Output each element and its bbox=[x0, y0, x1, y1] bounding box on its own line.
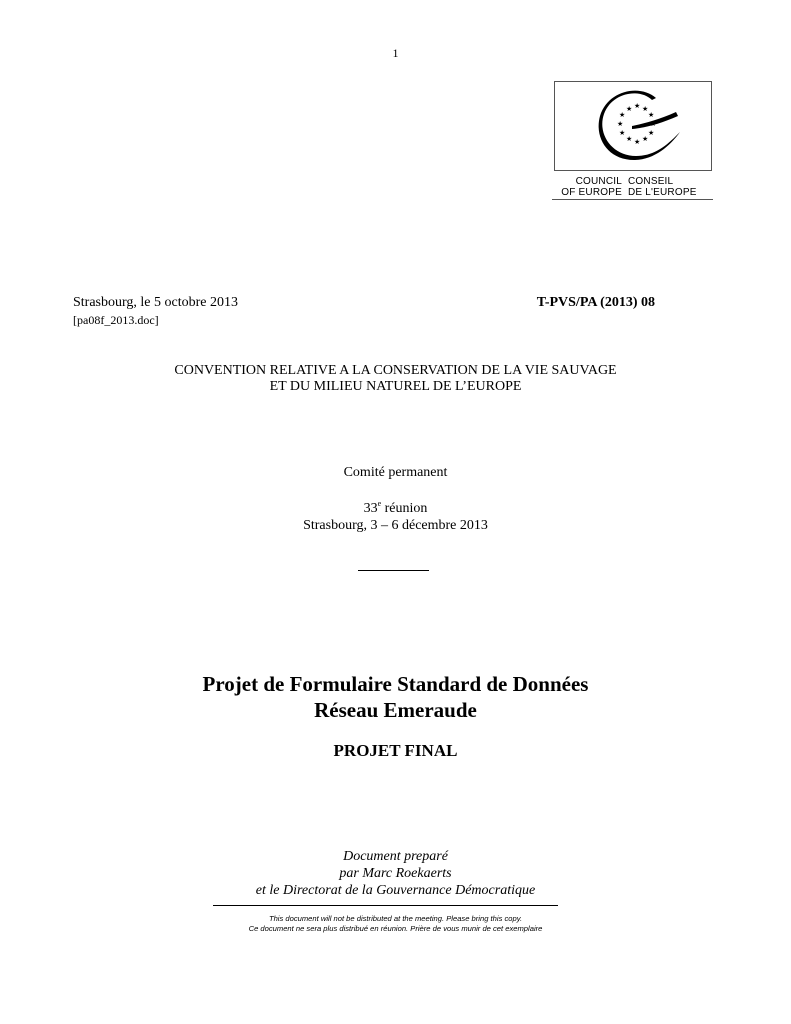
dateline: Strasbourg, le 5 octobre 2013 bbox=[73, 295, 238, 310]
svg-text:★: ★ bbox=[619, 111, 626, 119]
council-of-europe-logo-icon bbox=[592, 86, 688, 164]
svg-text:★: ★ bbox=[642, 135, 649, 143]
logo-name-french bbox=[626, 176, 712, 198]
prepared-line2: par Marc Roekaerts bbox=[339, 866, 452, 881]
separator-rule bbox=[358, 570, 429, 571]
svg-text:★: ★ bbox=[626, 135, 633, 143]
footer-rule bbox=[213, 905, 558, 906]
logo-text-fr-line1: CONSEIL bbox=[628, 176, 674, 187]
committee-name: Comité permanent bbox=[343, 465, 448, 480]
logo-underline bbox=[552, 199, 713, 200]
page-number: 1 bbox=[392, 46, 399, 60]
logo-name-english bbox=[555, 176, 622, 198]
meeting-number bbox=[0, 500, 791, 517]
svg-text:★: ★ bbox=[617, 120, 624, 128]
svg-text:★: ★ bbox=[619, 129, 626, 137]
meeting-place-dates: Strasbourg, 3 – 6 décembre 2013 bbox=[303, 518, 488, 533]
logo-text-en-line1: COUNCIL bbox=[575, 176, 622, 187]
convention-title bbox=[0, 363, 791, 395]
prepared-line3: et le Directorat de la Gouvernance Démocratique bbox=[255, 883, 536, 898]
svg-text:★: ★ bbox=[648, 111, 655, 119]
meeting-number-value: 33 bbox=[363, 501, 378, 516]
file-name: [pa08f_2013.doc] bbox=[73, 313, 159, 327]
convention-title-line1: CONVENTION RELATIVE A LA CONSERVATION DE LA VIE SAUVAGE bbox=[174, 363, 617, 378]
convention-title-line2: ET DU MILIEU NATUREL DE L’EUROPE bbox=[269, 379, 522, 394]
svg-text:★: ★ bbox=[648, 129, 655, 137]
svg-text:★: ★ bbox=[634, 102, 641, 110]
distribution-notice bbox=[0, 914, 791, 934]
meeting-number-suffix: e bbox=[377, 499, 382, 508]
document-title bbox=[0, 671, 791, 723]
document-status: PROJET FINAL bbox=[333, 741, 458, 760]
prepared-line1: Document preparé bbox=[343, 849, 448, 864]
meeting-label: réunion bbox=[381, 501, 428, 516]
svg-text:★: ★ bbox=[642, 105, 649, 113]
svg-text:★: ★ bbox=[626, 105, 633, 113]
prepared-by bbox=[0, 848, 791, 899]
document-title-line1: Projet de Formulaire Standard de Données bbox=[202, 672, 589, 696]
distribution-notice-french: Ce document ne sera plus distribué en réunion. Prière de vous munir de cet exemplaire bbox=[248, 924, 543, 933]
distribution-notice-english: This document will not be distributed at the meeting. Please bring this copy. bbox=[268, 914, 523, 923]
logo-text-fr-line2: DE L'EUROPE bbox=[628, 187, 697, 198]
meeting-info bbox=[0, 500, 791, 534]
document-title-line2: Réseau Emeraude bbox=[314, 698, 477, 722]
document-reference: T-PVS/PA (2013) 08 bbox=[536, 295, 655, 310]
svg-text:★: ★ bbox=[634, 138, 641, 146]
svg-text:★: ★ bbox=[650, 120, 657, 128]
logo-text-en-line2: OF EUROPE bbox=[561, 187, 622, 198]
